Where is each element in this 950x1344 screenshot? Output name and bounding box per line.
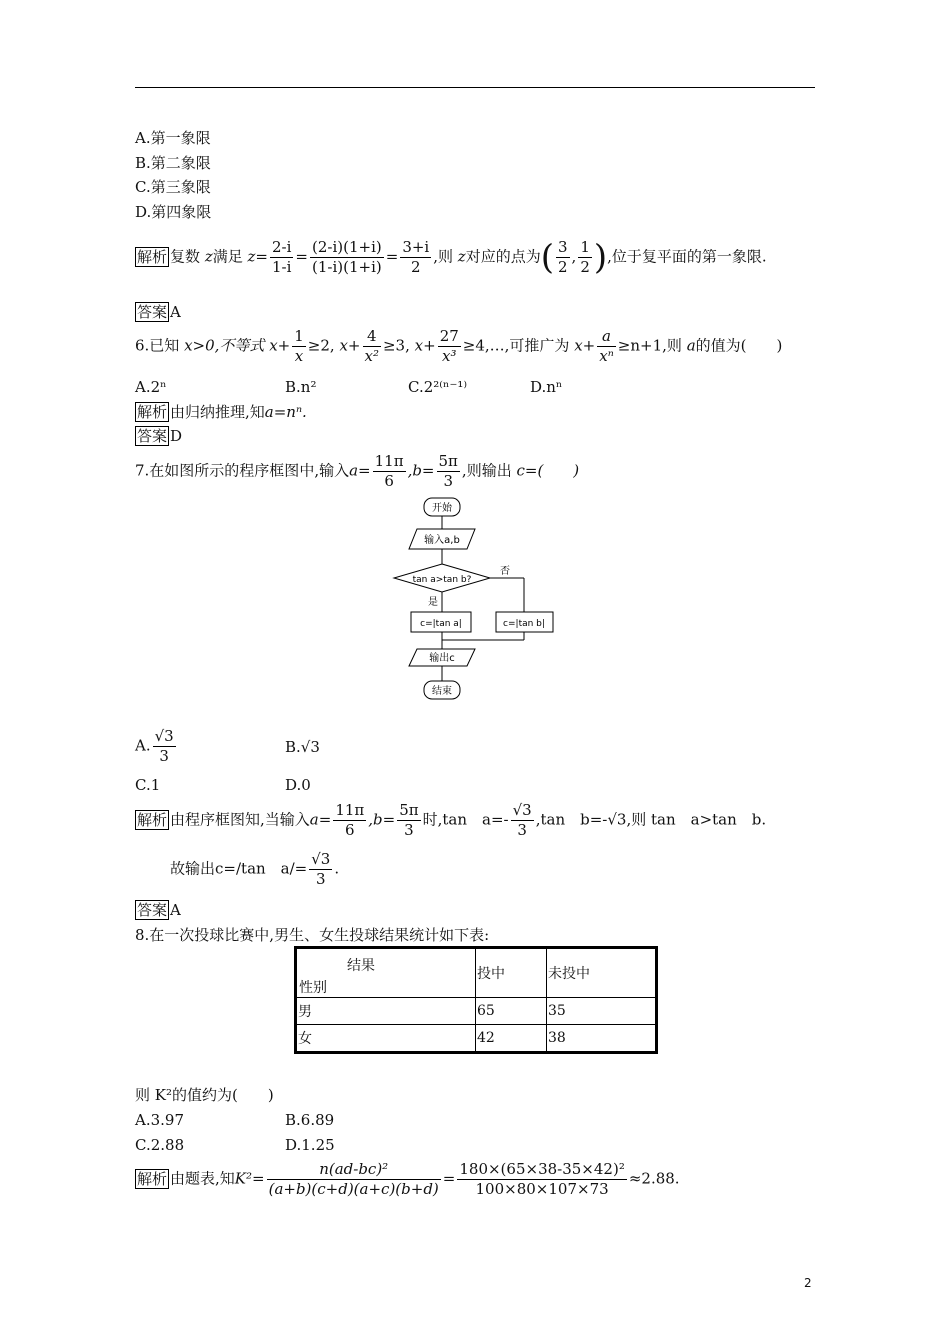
flow-output-label: 输出c: [429, 653, 455, 664]
q7-stem: 7.在如图所示的程序框图中,输入a= $\frac{11\pi}{6}$ ,b= $\frac{5\pi}{3}$ ,则输出 c=( ): [135, 452, 580, 490]
q5-var: z: [457, 247, 466, 266]
q8-option-a: A.3.97: [135, 1111, 184, 1129]
jiexi-tag: 解析: [137, 247, 168, 266]
q5-sol-text: ,则: [433, 247, 454, 266]
q6-option-c: C.2²⁽ⁿ⁻¹⁾: [408, 378, 468, 396]
flow-input-label: 输入a,b: [424, 535, 460, 546]
q5-point-x: $\frac{3}{2}$: [557, 238, 568, 276]
q8-option-b: B.6.89: [285, 1111, 335, 1129]
q5-frac-2: $\frac{(2-i)(1+i)}{(1-i)(1+i)}$: [312, 238, 382, 276]
q5-var: z: [204, 247, 213, 266]
q6-frac-2: $\frac{4}{\text{x²}}$: [364, 327, 379, 365]
q6-option-b: B.n²: [285, 378, 317, 396]
flow-yes-label: 是: [428, 597, 438, 608]
q5-option-a: A.第一象限: [135, 129, 211, 147]
q7-solution-2: 故输出c=/tan a/= $\frac{√3}{3}$ .: [170, 850, 340, 888]
q6-stem: 6.已知 x>0,不等式 x+ $\frac{1}{x}$ ≥2, x+ $\frac{4}{\text{x²}}$ ≥3, x+ $\frac{27}{\text{x³}}$ ≥4,…,可推广为 x+ $\frac{a}{\text{xⁿ}}$ ≥n+1,则 a的值为( ): [135, 327, 783, 365]
q5-answer: [135, 302, 181, 322]
q7-option-a: A. $\frac{√3}{3}$: [135, 727, 174, 765]
q5-var: z=: [247, 247, 268, 266]
answer-tag: 答案: [137, 901, 168, 919]
q6-frac-3: $\frac{27}{\text{x³}}$: [439, 327, 459, 365]
q5-option-d: D.第四象限: [135, 203, 212, 221]
header-rule: [135, 87, 815, 88]
q7-option-b: B.√3: [285, 738, 320, 756]
table-header: 投中: [476, 948, 547, 998]
q7-answer: [135, 900, 181, 920]
flow-left-label: c=|tan a|: [420, 619, 462, 629]
q6-answer-value: D: [170, 427, 183, 445]
q7-frac-b: $\frac{5\pi}{3}$: [438, 452, 458, 490]
table-row: 女 42 38: [296, 1025, 657, 1053]
q8-option-d: D.1.25: [285, 1136, 335, 1154]
q6-answer: [135, 426, 182, 446]
flow-no-label: 否: [500, 566, 510, 577]
table-header: 未投中: [547, 948, 657, 998]
q5-sol-text: 满足: [212, 247, 243, 266]
q5-solution: 解析 复数 z满足 z= $\frac{2-i}{1-i}$ = $\frac{(2-i)(1+i)}{(1-i)(1+i)}$ = $\frac{3+i}{2}$ ,则 z对应的点为( $\frac{3}{2}$ , $\frac{1}{2}$ ),位于复平面的第一象限.: [137, 237, 767, 278]
q5-option-c: C.第三象限: [135, 178, 211, 196]
flow-right-label: c=|tan b|: [503, 619, 545, 629]
q7-frac-a: $\frac{11\pi}{6}$: [374, 452, 404, 490]
table-corner-cell: 结果 性别: [296, 948, 476, 998]
q5-point-y: $\frac{1}{2}$: [580, 238, 590, 276]
q8-solution: 解析 由题表,知K²= $\frac{\text{n(ad-bc)²}}{(a+b)(c+d)(a+c)(b+d)}$ = $\frac{\text{180×(65×38-35×42)²}}{100\times 80\times 107\times 73}$ ≈2.88.: [137, 1160, 680, 1198]
q8-stem: 8.在一次投球比赛中,男生、女生投球结果统计如下表:: [135, 926, 490, 944]
page-number: 2: [804, 1276, 812, 1290]
q5-answer-value: A: [170, 303, 181, 321]
table-header-row: [296, 948, 657, 998]
q5-frac-1: $\frac{2-i}{1-i}$: [272, 238, 292, 276]
q8-option-c: C.2.88: [135, 1136, 185, 1154]
q5-sol-text: 对应的点为: [465, 247, 541, 266]
table-row: 男 65 35: [296, 998, 657, 1025]
q5-frac-3: $\frac{3+i}{2}$: [402, 238, 430, 276]
q5-sol-text: ,位于复平面的第一象限.: [607, 247, 767, 266]
jiexi-tag: 解析: [137, 403, 168, 421]
answer-tag: 答案: [137, 303, 168, 321]
result-table: [294, 946, 658, 1054]
flow-start-label: 开始: [432, 503, 452, 514]
q7-option-c: C.1: [135, 776, 161, 794]
q7-solution: 解析 由程序框图知,当输入a= $\frac{11\pi}{6}$ ,b= $\frac{5\pi}{3}$ 时,tan a=- $\frac{√3}{3}$ ,tan b=-√3,则 tan a>tan b.: [137, 801, 767, 839]
program-flowchart: [385, 494, 565, 704]
q7-option-d: D.0: [285, 776, 311, 794]
flow-end-label: 结束: [432, 686, 452, 697]
jiexi-tag: 解析: [137, 1169, 168, 1188]
q6-option-d: D.nⁿ: [530, 378, 563, 396]
q5-option-b: B.第二象限: [135, 154, 211, 172]
q6-frac-4: $\frac{a}{\text{xⁿ}}$: [599, 327, 614, 365]
q6-frac-1: $\frac{1}{x}$: [294, 327, 304, 365]
jiexi-tag: 解析: [137, 810, 168, 829]
flow-cond-label: tan a>tan b?: [412, 575, 472, 585]
answer-tag: 答案: [137, 427, 168, 445]
q6-option-a: A.2ⁿ: [135, 378, 167, 396]
q8-ask: 则 K²的值约为( ): [135, 1086, 274, 1104]
q5-sol-text: 复数: [170, 247, 201, 266]
q6-solution: 解析 由归纳推理,知a=nⁿ.: [137, 403, 307, 421]
q7-answer-value: A: [170, 901, 181, 919]
